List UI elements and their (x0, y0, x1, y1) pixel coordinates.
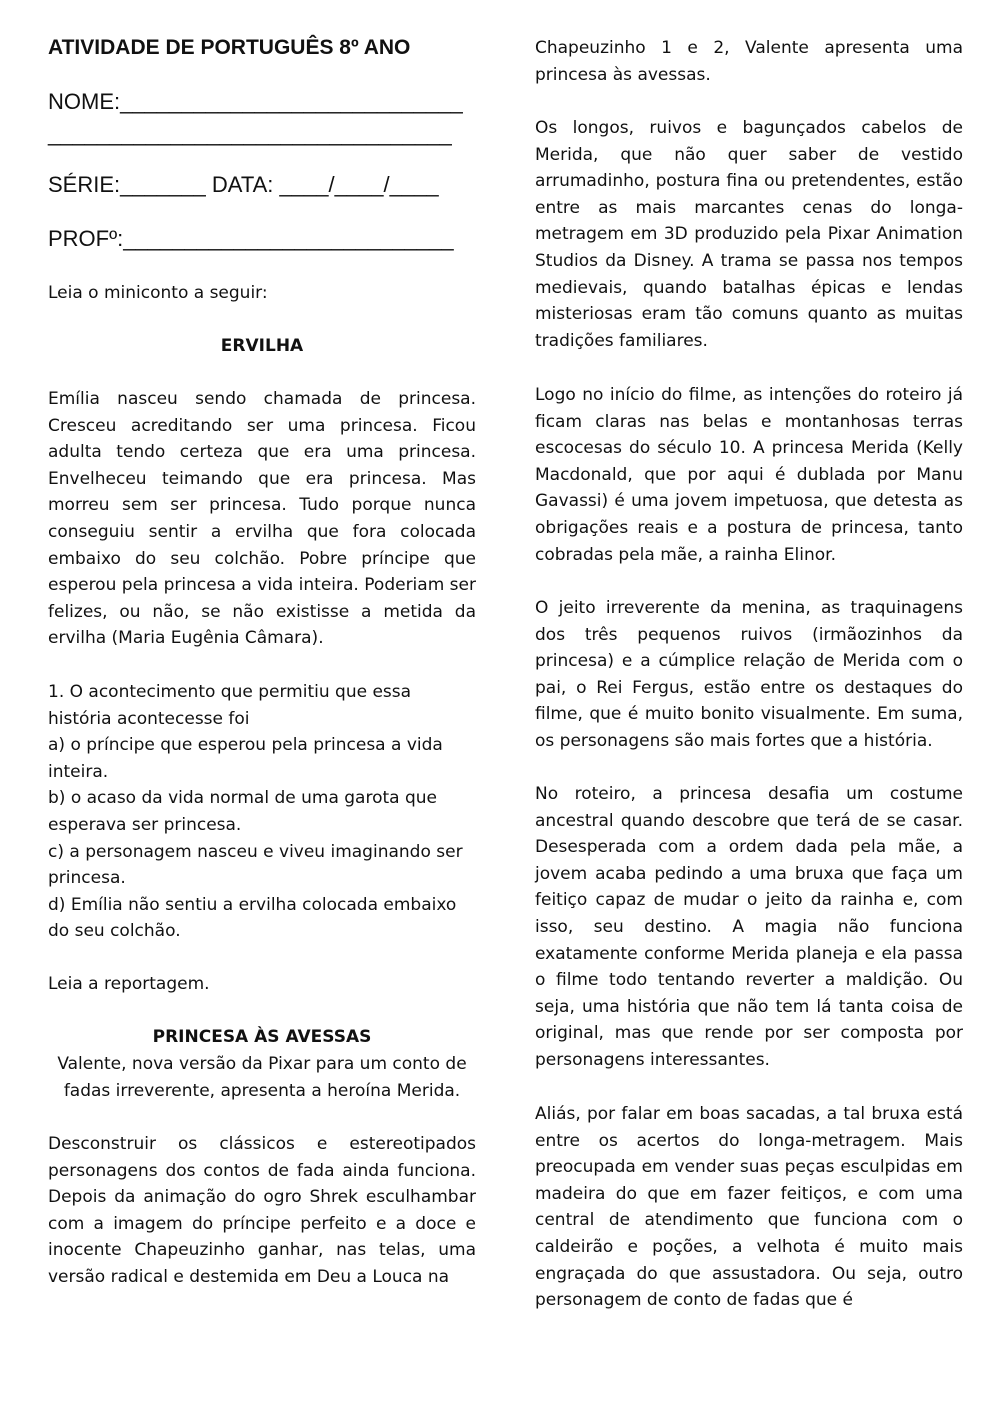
story-title: ERVILHA (220, 336, 304, 356)
worksheet-title: ATIVIDADE DE PORTUGUÊS 8º ANO (48, 36, 411, 59)
story-intro: Leia o miniconto a seguir: (48, 283, 268, 303)
report-paragraph-3: Os longos, ruivos e bagunçados cabelos de Merida, que não quer saber de vestido arrumadinho, postura fina ou pretendentes, estão entre as mais marcantes cenas do longa-metragem em 3D produzido pela Pixar Animation Studios da Disney. A trama se passa nos tempos medievais, quando batalhas épicas e lendas misteriosas eram tão comuns quanto as muitas tradições familiares. (535, 118, 963, 351)
prof-field: PROFº:___________________________ (48, 226, 454, 251)
report-paragraph-1: Desconstruir os clássicos e estereotipados personagens dos contos de fada ainda funciona. Depois da animação do ogro Shrek esculhambar com a imagem do príncipe perfeito e a doce e inocente Chapeuzinho ganhar, nas telas, uma versão radical e destemida em Deu a Louca na (48, 1134, 476, 1287)
option-c-cont: princesa. (48, 868, 126, 889)
serie-date-field: SÉRIE:_______ DATA: ____/____/____ (48, 172, 439, 197)
option-b: b) o acaso da vida normal de uma garota que (48, 788, 437, 809)
option-b-cont: esperava ser princesa. (48, 814, 242, 835)
option-d: d) Emília não sentiu a ervilha colocada embaixo (48, 894, 457, 915)
question-stem-line2: história acontecesse foi (48, 708, 250, 729)
report-paragraph-4: Logo no início do filme, as intenções do roteiro já ficam claras nas belas e montanhosas terras escocesas do século 10. A princesa Merida (Kelly Macdonald, que por aqui é dublada por Manu Gavassi) é uma jovem impetuosa, que detesta as obrigações reais e a postura de princesa, tanto cobradas pela mãe, a rainha Elinor. (535, 385, 963, 565)
report-subtitle (48, 1051, 476, 1104)
question-1 (48, 679, 476, 945)
option-a-cont: inteira. (48, 761, 109, 782)
report-paragraph-2: Chapeuzinho 1 e 2, Valente apresenta uma princesa às avessas. (535, 38, 963, 85)
name-field: NOME:____________________________ (48, 89, 463, 114)
question-stem-line1: 1. O acontecimento que permitiu que essa (48, 682, 412, 702)
option-a: a) o príncipe que esperou pela princesa a vida (48, 735, 443, 756)
report-paragraph-5: O jeito irreverente da menina, as traquinagens dos três pequenos ruivos (irmãozinhos da princesa) e a cúmplice relação de Merida com o pai, o Rei Fergus, estão entre os destaques do filme, que é muito bonito visualmente. Em suma, os personagens são mais fortes que a história. (535, 598, 963, 751)
option-d-cont: do seu colchão. (48, 921, 181, 942)
report-paragraph-7: Aliás, por falar em boas sacadas, a tal bruxa está entre os acertos do longa-metragem. Mais preocupada em vender suas peças esculpidas em madeira do que em fazer feitiços, e com uma central de atendimento que funciona com o caldeirão e poções, a velhota é muito mais engraçada do que assustadora. Ou seja, outro personagem de conto de fadas que é (535, 1104, 963, 1311)
report-intro: Leia a reportagem. (48, 974, 210, 994)
report-title: PRINCESA ÀS AVESSAS (152, 1027, 372, 1047)
report-subtitle-line1: Valente, nova versão da Pixar para um conto de (57, 1054, 467, 1074)
name-field-line2: _________________________________ (48, 121, 452, 146)
report-paragraph-6: No roteiro, a princesa desafia um costume ancestral quando descobre que terá de se casar. Desesperada com a ordem dada pela mãe, a jovem acaba pedindo a uma bruxa que faça um feitiço capaz de mudar o jeito da rainha e, com isso, seu destino. A magia não funciona exatamente conforme Merida planeja e ela passa o filme todo tentando reverter a maldição. Ou seja, uma história que não tem lá tanta coisa de original, mas que rende por ser composta por personagens interessantes. (535, 784, 963, 1070)
option-c: c) a personagem nasceu e viveu imaginando ser (48, 841, 463, 862)
story-text: Emília nasceu sendo chamada de princesa. Cresceu acreditando ser uma princesa. Ficou adulta tendo certeza que era uma princesa. Envelheceu teimando que era princesa. Mas morreu sem ser princesa. Tudo porque nunca conseguiu sentir a ervilha que fora colocada embaixo do seu colchão. Pobre príncipe que esperou pela princesa a vida inteira. Poderiam ser felizes, ou não, se não existisse a metida da ervilha (Maria Eugênia Câmara). (48, 389, 476, 649)
report-subtitle-line2: fadas irreverente, apresenta a heroína Merida. (63, 1080, 461, 1101)
